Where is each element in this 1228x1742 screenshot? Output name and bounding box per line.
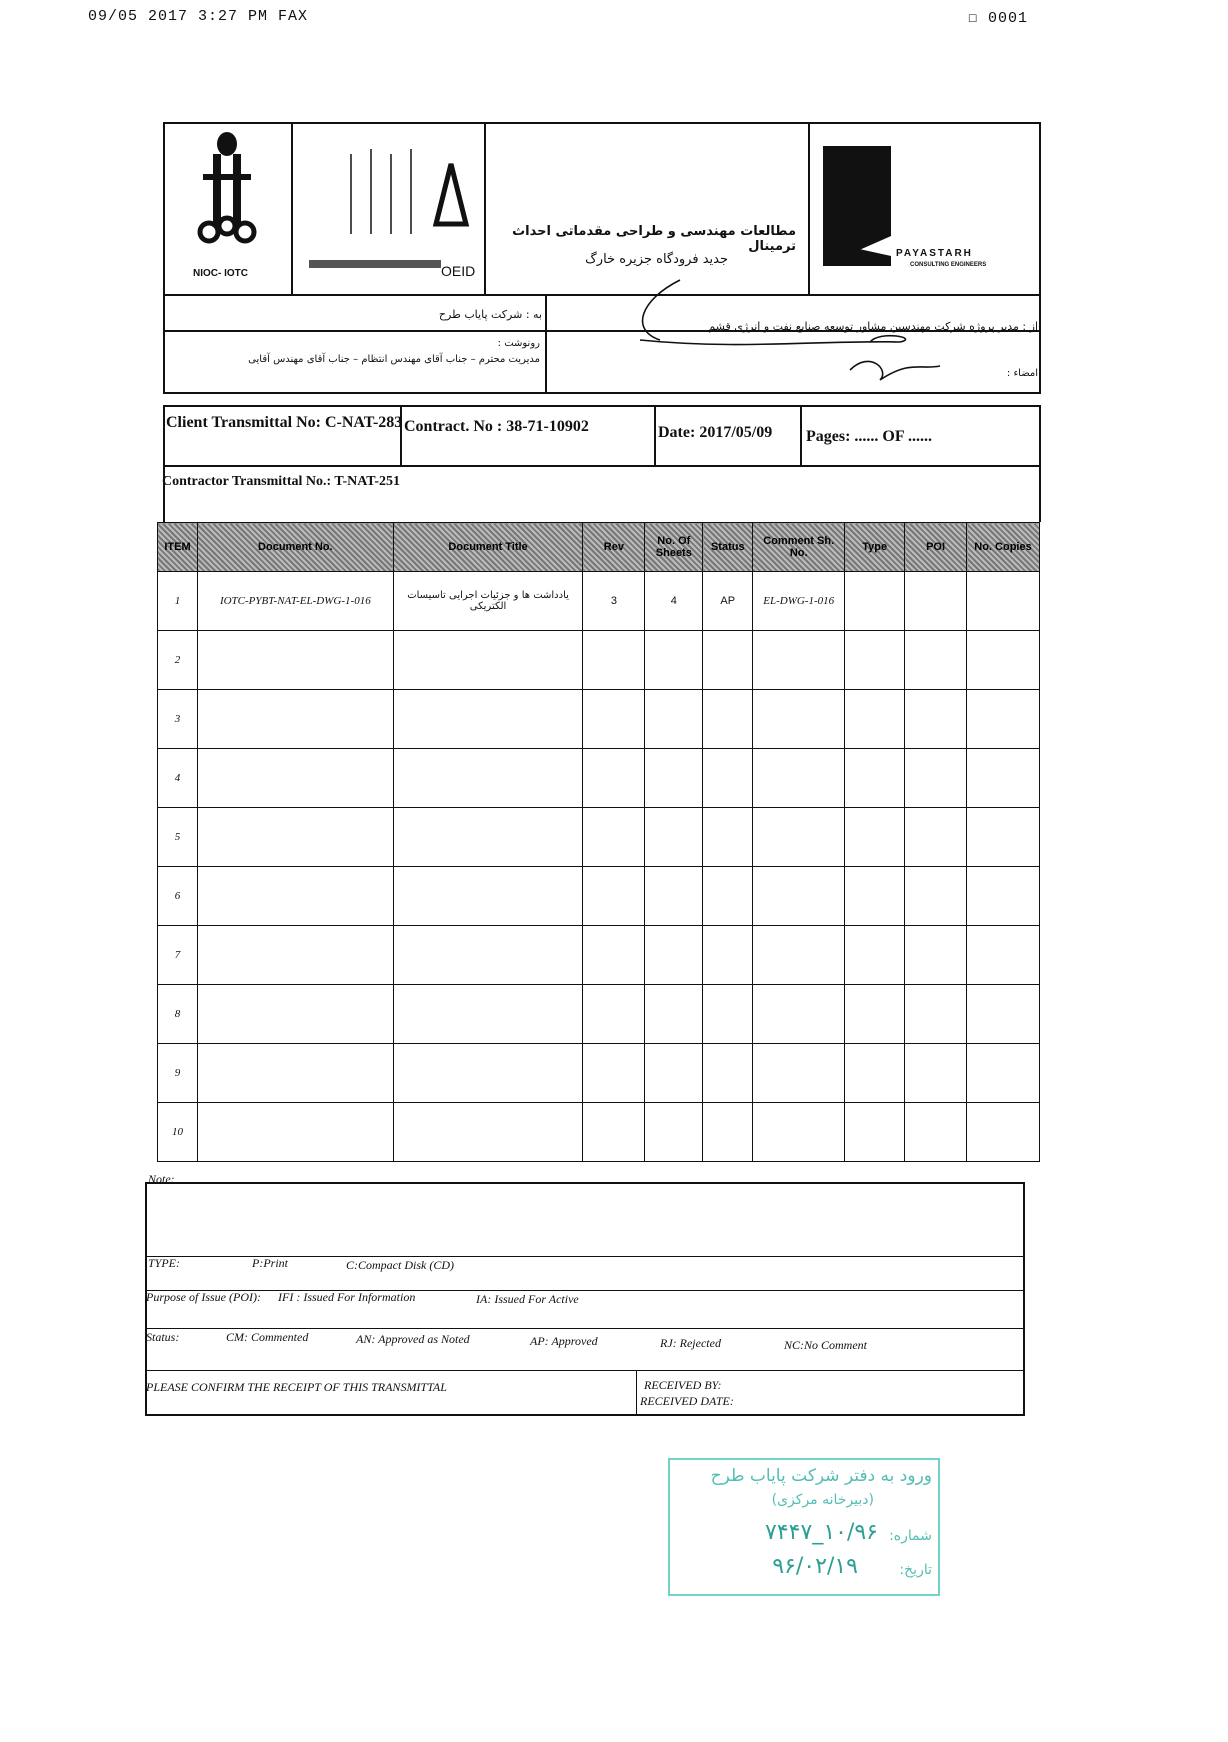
status-an: AN: Approved as Noted bbox=[356, 1332, 470, 1346]
cell-rev bbox=[583, 690, 645, 749]
cell-sheets bbox=[645, 631, 703, 690]
cell-type bbox=[845, 749, 905, 808]
cell-doc-title bbox=[393, 690, 583, 749]
status-nc: NC:No Comment bbox=[784, 1338, 868, 1352]
table-row bbox=[158, 985, 1040, 1044]
project-title-line2: جدید فرودگاه جزیره خارگ bbox=[585, 252, 728, 267]
cell-sheets bbox=[645, 1103, 703, 1162]
cell-doc-no bbox=[197, 867, 393, 926]
cell-sheets bbox=[645, 985, 703, 1044]
cell-rev bbox=[583, 867, 645, 926]
received-date-label: RECEIVED DATE: bbox=[640, 1394, 734, 1408]
cell-status bbox=[703, 867, 753, 926]
cell-type bbox=[845, 1103, 905, 1162]
cell-doc-title bbox=[393, 808, 583, 867]
payastarh-name: PAYASTARH bbox=[896, 248, 973, 259]
cell-comment-sh bbox=[753, 1103, 845, 1162]
col-header-type: Type bbox=[845, 523, 905, 572]
col-header-item: ITEM bbox=[158, 523, 198, 572]
cell-comment-sh bbox=[753, 1044, 845, 1103]
cell-doc-title bbox=[393, 631, 583, 690]
cell-status bbox=[703, 808, 753, 867]
receipt-stamp bbox=[668, 1458, 940, 1596]
cell-copies bbox=[967, 749, 1040, 808]
stamp-date: ۹۶/۰۲/۱۹ bbox=[772, 1554, 858, 1579]
cell-status bbox=[703, 926, 753, 985]
cell-copies bbox=[967, 926, 1040, 985]
cell-comment-sh bbox=[753, 690, 845, 749]
cell-doc-no bbox=[197, 926, 393, 985]
cell-item: 8 bbox=[158, 985, 198, 1044]
table-row bbox=[158, 1103, 1040, 1162]
from-field: از : مدیر پروژه شرکت مهندسین مشاور توسعه صنایع نفت و انرژی قشم bbox=[708, 320, 1038, 333]
col-header-sheets: No. Of Sheets bbox=[645, 523, 703, 572]
fax-icon: ☐ bbox=[968, 10, 979, 27]
to-field: به : شرکت پایاب طرح bbox=[438, 308, 542, 321]
cell-copies bbox=[967, 1103, 1040, 1162]
cell-copies bbox=[967, 1044, 1040, 1103]
table-row bbox=[158, 572, 1040, 631]
cell-doc-no bbox=[197, 749, 393, 808]
table-header-row bbox=[158, 523, 1040, 572]
cell-item: 10 bbox=[158, 1103, 198, 1162]
cell-doc-no bbox=[197, 808, 393, 867]
stamp-line1: ورود به دفتر شرکت پایاب طرح bbox=[710, 1466, 932, 1486]
received-by-label: RECEIVED BY: bbox=[644, 1378, 722, 1392]
footer-vdiv bbox=[636, 1370, 637, 1416]
cell-status bbox=[703, 690, 753, 749]
cell-item: 9 bbox=[158, 1044, 198, 1103]
cell-sheets: 4 bbox=[645, 572, 703, 631]
client-transmittal-no: Client Transmittal No: C-NAT-283 bbox=[166, 414, 403, 431]
footer-div4 bbox=[145, 1370, 1025, 1371]
transmittal-div2 bbox=[654, 405, 656, 467]
signature-scribble bbox=[620, 270, 1000, 410]
fax-page-value: 0001 bbox=[988, 10, 1029, 27]
cell-type bbox=[845, 926, 905, 985]
cell-poi bbox=[905, 926, 967, 985]
addressing-vdivider bbox=[545, 296, 547, 394]
cell-poi bbox=[905, 985, 967, 1044]
cell-comment-sh bbox=[753, 926, 845, 985]
transmittal-date: Date: 2017/05/09 bbox=[658, 424, 773, 441]
cell-poi bbox=[905, 572, 967, 631]
contract-no: Contract. No : 38-71-10902 bbox=[404, 418, 589, 435]
status-ap: AP: Approved bbox=[530, 1334, 598, 1348]
col-header-status: Status bbox=[703, 523, 753, 572]
items-table bbox=[157, 522, 1040, 1162]
cell-copies bbox=[967, 867, 1040, 926]
stamp-line2: (دبیرخانه مرکزی) bbox=[771, 1492, 874, 1508]
cell-item: 4 bbox=[158, 749, 198, 808]
table-row bbox=[158, 749, 1040, 808]
cell-rev bbox=[583, 631, 645, 690]
project-title-line1: مطالعات مهندسی و طراحی مقدماتی احداث ترمینال bbox=[512, 224, 796, 254]
table-row bbox=[158, 690, 1040, 749]
cell-sheets bbox=[645, 749, 703, 808]
oeid-logo-text: OEID bbox=[441, 263, 476, 279]
cell-comment-sh bbox=[753, 631, 845, 690]
cell-type bbox=[845, 985, 905, 1044]
type-print: P:Print bbox=[252, 1256, 288, 1270]
note-label: Note: bbox=[148, 1172, 175, 1186]
cell-sheets bbox=[645, 1044, 703, 1103]
cell-rev bbox=[583, 808, 645, 867]
cell-rev bbox=[583, 1044, 645, 1103]
cell-sheets bbox=[645, 867, 703, 926]
cell-doc-no bbox=[197, 1044, 393, 1103]
footer-div2 bbox=[145, 1290, 1025, 1291]
cell-poi bbox=[905, 631, 967, 690]
cell-poi bbox=[905, 808, 967, 867]
cell-status bbox=[703, 631, 753, 690]
signature-label: امضاء : bbox=[1006, 368, 1038, 379]
cell-item: 7 bbox=[158, 926, 198, 985]
status-rj: RJ: Rejected bbox=[660, 1336, 721, 1350]
table-row bbox=[158, 631, 1040, 690]
cc-field: مدیریت محترم – جناب آقای مهندس انتظام – جناب آقای مهندس آقایی bbox=[248, 354, 540, 365]
cell-poi bbox=[905, 749, 967, 808]
cell-status: AP bbox=[703, 572, 753, 631]
cell-status bbox=[703, 985, 753, 1044]
col-header-rev: Rev bbox=[583, 523, 645, 572]
col-header-poi: POI bbox=[905, 523, 967, 572]
cell-comment-sh bbox=[753, 749, 845, 808]
cell-sheets bbox=[645, 690, 703, 749]
cell-doc-title bbox=[393, 1103, 583, 1162]
cell-item: 1 bbox=[158, 572, 198, 631]
cell-doc-title bbox=[393, 1044, 583, 1103]
cell-item: 3 bbox=[158, 690, 198, 749]
cell-type bbox=[845, 1044, 905, 1103]
cell-status bbox=[703, 1044, 753, 1103]
table-row bbox=[158, 867, 1040, 926]
cell-doc-no bbox=[197, 690, 393, 749]
nioc-logo-text: NIOC- IOTC bbox=[193, 268, 248, 279]
stamp-date-label: تاریخ: bbox=[899, 1562, 932, 1578]
table-row bbox=[158, 808, 1040, 867]
cell-poi bbox=[905, 867, 967, 926]
cell-rev: 3 bbox=[583, 572, 645, 631]
cell-type bbox=[845, 631, 905, 690]
poi-ia: IA: Issued For Active bbox=[476, 1292, 579, 1306]
poi-ifi: IFI : Issued For Information bbox=[278, 1290, 416, 1304]
cell-doc-no bbox=[197, 985, 393, 1044]
cell-item: 6 bbox=[158, 867, 198, 926]
oeid-logo bbox=[291, 124, 486, 294]
cc-label: رونوشت : bbox=[497, 338, 540, 349]
stamp-number: ۱۰/۹۶_۷۴۴۷ bbox=[765, 1520, 878, 1545]
status-cm: CM: Commented bbox=[226, 1330, 309, 1344]
cell-type bbox=[845, 867, 905, 926]
col-header-comment: Comment Sh. No. bbox=[753, 523, 845, 572]
footer-div3 bbox=[145, 1328, 1025, 1329]
cell-poi bbox=[905, 1044, 967, 1103]
nioc-logo bbox=[163, 124, 293, 294]
cell-rev bbox=[583, 926, 645, 985]
cell-status bbox=[703, 749, 753, 808]
status-label: Status: bbox=[146, 1330, 180, 1344]
type-label: TYPE: bbox=[148, 1256, 181, 1270]
cell-status bbox=[703, 1103, 753, 1162]
table-row bbox=[158, 1044, 1040, 1103]
cell-poi bbox=[905, 690, 967, 749]
cell-copies bbox=[967, 572, 1040, 631]
cell-doc-no bbox=[197, 1103, 393, 1162]
fax-page-number bbox=[968, 8, 1028, 27]
project-title-cell bbox=[484, 124, 810, 294]
poi-label: Purpose of Issue (POI): bbox=[146, 1290, 261, 1304]
payastarh-sub: CONSULTING ENGINEERS bbox=[910, 262, 987, 268]
cell-item: 2 bbox=[158, 631, 198, 690]
cell-copies bbox=[967, 808, 1040, 867]
table-row bbox=[158, 926, 1040, 985]
cell-type bbox=[845, 808, 905, 867]
cell-comment-sh: EL-DWG-1-016 bbox=[753, 572, 845, 631]
cell-doc-no: IOTC-PYBT-NAT-EL-DWG-1-016 bbox=[197, 572, 393, 631]
cell-rev bbox=[583, 1103, 645, 1162]
cell-doc-title bbox=[393, 985, 583, 1044]
stamp-number-label: شماره: bbox=[889, 1528, 932, 1544]
payastarh-emblem-icon bbox=[823, 146, 903, 276]
type-cd: C:Compact Disk (CD) bbox=[346, 1258, 454, 1272]
col-header-doc-no: Document No. bbox=[197, 523, 393, 572]
transmittal-div3 bbox=[800, 405, 802, 467]
cell-copies bbox=[967, 631, 1040, 690]
cell-poi bbox=[905, 1103, 967, 1162]
cell-type bbox=[845, 690, 905, 749]
fax-timestamp: 09/05 2017 3:27 PM FAX bbox=[88, 8, 309, 25]
cell-doc-title bbox=[393, 926, 583, 985]
cell-doc-title bbox=[393, 749, 583, 808]
confirm-receipt-text: PLEASE CONFIRM THE RECEIPT OF THIS TRANSMITTAL bbox=[146, 1380, 447, 1394]
cell-comment-sh bbox=[753, 808, 845, 867]
cell-doc-title bbox=[393, 867, 583, 926]
cell-type bbox=[845, 572, 905, 631]
col-header-doc-title: Document Title bbox=[393, 523, 583, 572]
cell-doc-title: یادداشت ها و جزئیات اجرایی تاسیسات الکتریکی bbox=[393, 572, 583, 631]
cell-rev bbox=[583, 985, 645, 1044]
cell-comment-sh bbox=[753, 985, 845, 1044]
cell-copies bbox=[967, 690, 1040, 749]
cell-sheets bbox=[645, 808, 703, 867]
pages-count: Pages: ...... OF ...... bbox=[806, 428, 933, 445]
cell-sheets bbox=[645, 926, 703, 985]
cell-doc-no bbox=[197, 631, 393, 690]
cell-copies bbox=[967, 985, 1040, 1044]
contractor-transmittal-no: Contractor Transmittal No.: T-NAT-251 bbox=[162, 474, 400, 489]
cell-item: 5 bbox=[158, 808, 198, 867]
cell-comment-sh bbox=[753, 867, 845, 926]
payastarh-logo bbox=[808, 124, 1041, 294]
cell-rev bbox=[583, 749, 645, 808]
col-header-copies: No. Copies bbox=[967, 523, 1040, 572]
